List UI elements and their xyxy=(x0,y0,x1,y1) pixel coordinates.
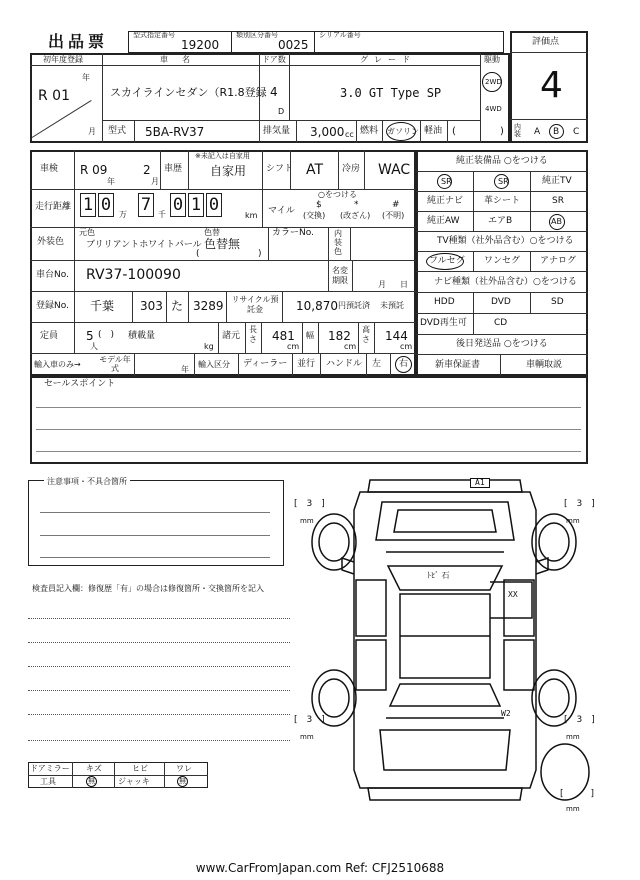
reg-class: 303 xyxy=(140,299,163,313)
serial-label: シリアル番号 xyxy=(319,31,361,39)
color-change-label: 色替 xyxy=(204,228,220,237)
parallel-option: 並行 xyxy=(297,359,316,369)
use-note: ※未記入は自家用 xyxy=(195,152,250,160)
displacement-label: 排気量 xyxy=(263,126,291,136)
recycle-paid: 円預託済 xyxy=(338,301,370,310)
length-value: 481 xyxy=(272,329,295,343)
fullseg: フルセグ xyxy=(429,256,465,266)
model-code-value: 19200 xyxy=(181,38,220,52)
crack-label: ヒビ xyxy=(132,764,148,773)
rating-value: 4 xyxy=(540,65,563,106)
handle-left: 左 xyxy=(372,359,382,369)
dims-label: 諸元 xyxy=(222,331,241,341)
mileage-digit: 0 xyxy=(170,193,186,217)
mileage-digit: 7 xyxy=(138,193,154,217)
mm-unit: mm xyxy=(566,733,580,741)
mileage-digit: 0 xyxy=(206,193,222,217)
use-value: 自家用 xyxy=(210,164,247,178)
grade-label: グレード xyxy=(360,55,416,64)
tv-type-label: TV種類（社外品含む）○をつける xyxy=(437,236,574,246)
type-label: 型式 xyxy=(108,126,127,136)
cc-unit: cc xyxy=(345,130,354,139)
notes-box xyxy=(28,480,284,566)
color-label: 外装色 xyxy=(37,237,65,247)
class-code-label: 類別区分番号 xyxy=(236,31,278,39)
sales-point-label: セールスポイント xyxy=(44,379,116,389)
class-code-value: 0025 xyxy=(278,38,309,52)
tools-mark: 無 xyxy=(88,777,95,785)
tamper-label: (改ざん) xyxy=(340,211,371,220)
jack-mark: 無 xyxy=(179,777,186,785)
inspection-label: 車検 xyxy=(40,164,59,174)
manual-book: 車輌取説 xyxy=(526,360,563,370)
month-suffix: 月 xyxy=(88,127,96,136)
mileage-digit: 0 xyxy=(98,193,114,217)
mm-unit: mm xyxy=(566,517,580,525)
load-label: 積載量 xyxy=(128,331,156,341)
first-reg-value: R 01 xyxy=(38,88,70,104)
damage-xx: XX xyxy=(508,590,518,599)
cm-unit: cm xyxy=(400,342,413,351)
drive-4wd: 4WD xyxy=(485,105,502,113)
drive-label: 駆動 xyxy=(484,55,500,64)
fuel-value: ガソリン xyxy=(387,127,419,136)
hdd: HDD xyxy=(434,297,455,307)
model-year-label: モデル年式 xyxy=(99,355,131,373)
drive-2wd: 2WD xyxy=(485,78,502,86)
genuine-aw: 純正AW xyxy=(427,216,460,226)
car-diagram xyxy=(290,470,600,815)
mile-mark-note: ○をつける xyxy=(318,190,357,199)
fuel-label: 燃料 xyxy=(360,126,379,136)
tread-spare: [ ] xyxy=(560,789,595,799)
doors-value: 4 xyxy=(270,85,278,99)
capacity-label: 定員 xyxy=(40,331,59,341)
mileage-label: 走行距離 xyxy=(35,202,72,212)
year-suffix: 年 xyxy=(82,73,90,82)
dvd: DVD xyxy=(491,297,511,307)
sr-mark-2: SR xyxy=(498,177,509,186)
damage-a1: A1 xyxy=(470,478,490,488)
car-name-label: 車名 xyxy=(160,55,204,64)
tools-label: 工具 xyxy=(40,777,56,786)
length-label: 長さ xyxy=(249,325,257,344)
width-label: 幅 xyxy=(306,331,314,340)
grade-value: 3.0 GT Type SP xyxy=(340,86,442,100)
doors-type: D xyxy=(278,107,285,116)
damage-w2: W2 xyxy=(501,709,511,718)
interior-color-label: 内装色 xyxy=(334,229,342,256)
dealer-option: ディーラー xyxy=(243,359,288,369)
handle-right: 右 xyxy=(399,359,409,369)
model-code-label: 型式指定番号 xyxy=(133,31,175,39)
analog: アナログ xyxy=(540,256,577,266)
chassis-label: 車台No. xyxy=(36,270,69,280)
paren-pair: ( ) xyxy=(98,330,115,340)
cm-unit: cm xyxy=(287,342,300,351)
inspection-value: R 09 xyxy=(80,163,108,177)
sr-mark-1: SR xyxy=(441,177,452,186)
genuine-label: 純正装備品 ○をつける xyxy=(456,156,548,166)
use-label: 車歴 xyxy=(164,164,183,174)
reg-pref: 千葉 xyxy=(90,299,115,313)
capacity-value: 5 xyxy=(86,329,94,343)
broken-label: ワレ xyxy=(176,764,192,773)
jack-label: ジャッキ xyxy=(118,777,150,786)
inspection-month: 2 xyxy=(143,163,151,177)
month-suffix-2: 月 xyxy=(151,177,159,186)
warranty-book: 新車保証書 xyxy=(435,360,481,370)
scratch-label: キズ xyxy=(86,764,102,773)
man-unit: 万 xyxy=(119,210,127,219)
damage-hibi: ﾄﾋﾞ 石 xyxy=(427,571,450,580)
name-change-label: 名変期限 xyxy=(332,266,348,285)
person-unit: 人 xyxy=(90,342,98,351)
door-mirror-label: ドアミラー xyxy=(30,764,70,773)
color-change-value: 色替無 xyxy=(204,237,241,251)
interior-grade-a: A xyxy=(534,127,541,137)
interior-grade-label: 内装 xyxy=(514,123,521,138)
sunroof: SR xyxy=(552,196,564,206)
recycle-label: リサイクル預託金 xyxy=(231,295,279,314)
ac-value: WAC xyxy=(378,162,411,178)
height-value: 144 xyxy=(385,329,408,343)
cm-unit: cm xyxy=(344,342,357,351)
type-value: 5BA-RV37 xyxy=(145,125,205,139)
reg-label: 登録No. xyxy=(36,301,69,311)
displacement-value: 3,000 xyxy=(310,125,345,139)
first-reg-label: 初年度登録 xyxy=(43,55,83,64)
recycle-unpaid: 未預託 xyxy=(380,301,404,310)
sen-unit: 千 xyxy=(158,210,166,219)
unknown-label: (不明) xyxy=(382,211,405,220)
chassis-value: RV37-100090 xyxy=(86,267,181,283)
car-name-value: スカイラインセダン（R1.8登録 xyxy=(110,86,267,99)
genuine-navi: 純正ナビ xyxy=(427,196,464,206)
footer-reference: www.CarFromJapan.com Ref: CFJ2510688 xyxy=(195,861,445,875)
later-items-label: 後日発送品 ○をつける xyxy=(456,339,548,349)
ac-label: 冷房 xyxy=(342,164,361,174)
doors-label: ドア数 xyxy=(262,55,286,64)
paren-right: ) xyxy=(500,126,504,137)
import-type-label: 輸入区分 xyxy=(198,360,230,369)
recycle-value: 10,870 xyxy=(296,299,338,313)
sd: SD xyxy=(551,297,564,307)
reg-number: 3289 xyxy=(193,299,224,313)
color-number-label: カラーNo. xyxy=(272,228,314,238)
mm-unit: mm xyxy=(300,517,314,525)
mile-label: マイル xyxy=(268,206,295,216)
navi-type-label: ナビ種類（社外品含む）○をつける xyxy=(434,277,577,287)
height-label: 高さ xyxy=(362,325,370,344)
notes-label: 注意事項・不具合箇所 xyxy=(44,478,130,486)
interior-grade-b: B xyxy=(553,127,560,137)
sheet-title: 出品票 xyxy=(48,32,109,51)
shift-label: シフト xyxy=(266,164,294,174)
hash-mark: # xyxy=(392,200,400,210)
genuine-tv: 純正TV xyxy=(542,176,572,186)
exchange-label: (交換) xyxy=(303,211,326,220)
mm-unit: mm xyxy=(566,805,580,813)
reg-kana: た xyxy=(171,299,184,313)
tread-fl: [ 3 ] xyxy=(294,499,325,509)
width-value: 182 xyxy=(328,329,351,343)
oneseg: ワンセグ xyxy=(484,256,521,266)
interior-grade-c: C xyxy=(573,127,580,137)
import-label: 輸入車のみ→ xyxy=(34,360,81,369)
asterisk-mark: * xyxy=(354,200,359,210)
day-suffix: 日 xyxy=(400,280,408,289)
km-unit: km xyxy=(245,211,258,220)
light-oil-label: 軽油 xyxy=(424,126,443,136)
year-suffix-2: 年 xyxy=(107,177,115,186)
rating-label: 評価点 xyxy=(532,37,560,47)
dollar-mark: $ xyxy=(316,200,322,210)
paren-right: ) xyxy=(258,249,262,259)
handle-label: ハンドル xyxy=(326,359,363,369)
paren-left: ( xyxy=(196,249,200,259)
mileage-digit: 1 xyxy=(188,193,204,217)
mm-unit: mm xyxy=(300,733,314,741)
shift-value: AT xyxy=(306,162,324,178)
month-suffix-3: 月 xyxy=(378,280,386,289)
tread-rr: [ 3 ] xyxy=(564,715,595,725)
cd: CD xyxy=(494,318,508,328)
paren-left: ( xyxy=(452,126,456,137)
inspector-label: 検査員記入欄：修復歴「有」の場合は修復箇所・交換箇所を記入 xyxy=(32,584,264,593)
airbag: エアB xyxy=(488,216,513,226)
mileage-digit: 1 xyxy=(80,193,96,217)
airbag-mark: AB xyxy=(551,217,562,226)
dvd-player: DVD再生可 xyxy=(420,318,467,328)
kg-unit: kg xyxy=(204,342,214,351)
orig-color-value: ブリリアントホワイトパール xyxy=(86,240,202,250)
orig-color-label: 元色 xyxy=(79,228,95,237)
tread-rl: [ 3 ] xyxy=(294,715,325,725)
year-suffix-3: 年 xyxy=(181,365,189,374)
leather-seat: 革シート xyxy=(484,196,521,206)
tread-fr: [ 3 ] xyxy=(564,499,595,509)
